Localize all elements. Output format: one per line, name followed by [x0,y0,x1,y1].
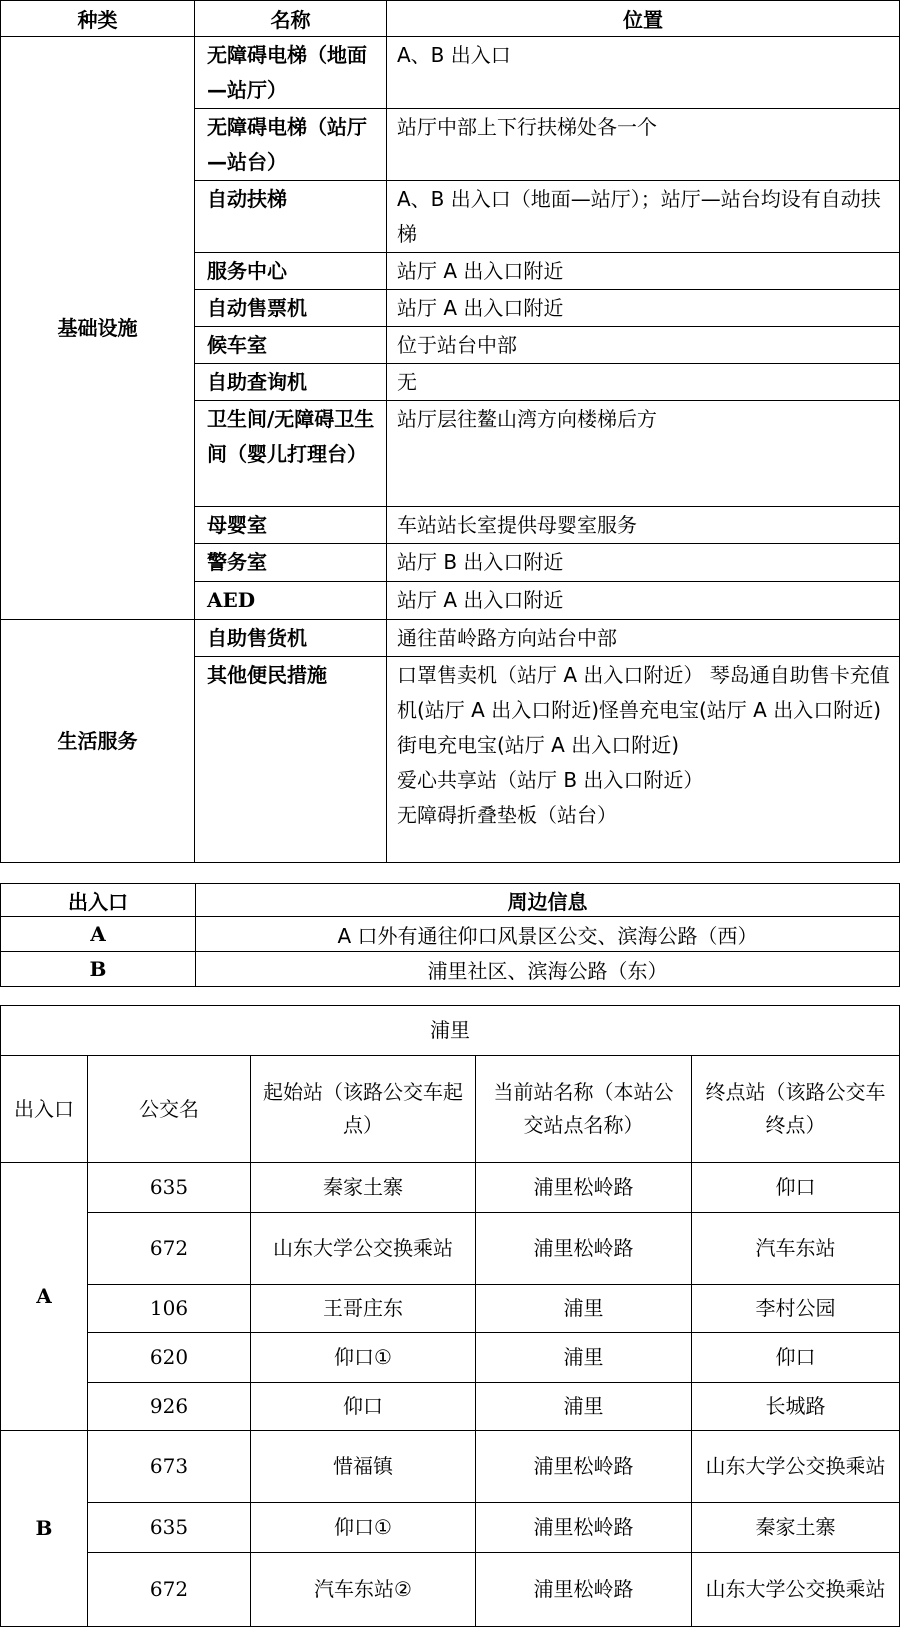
facility-name: 无障碍电梯（站厅—站台） [195,109,387,181]
exit-info: A 口外有通往仰口风景区公交、滨海公路（西） [196,917,900,952]
start-station: 仰口 [251,1383,476,1431]
current-station: 浦里松岭路 [476,1431,692,1503]
current-station: 浦里 [476,1333,692,1383]
location-line: 无障碍折叠垫板（站台） [397,803,617,827]
start-station: 汽车东站② [251,1553,476,1627]
bus-row [1,1285,900,1333]
facility-name: AED [195,582,387,620]
facility-location: 通往苗岭路方向站台中部 [387,620,900,657]
bus-title-row [1,1006,900,1056]
header-bus: 公交名 [88,1056,251,1163]
exits-header-row [1,884,900,917]
facility-location: 站厅 B 出入口附近 [387,544,900,582]
current-station: 浦里松岭路 [476,1553,692,1627]
header-exit: 出入口 [1,884,196,917]
facility-location: 站厅 A 出入口附近 [387,582,900,620]
header-start: 起始站（该路公交车起点） [251,1056,476,1163]
bus-row [1,1553,900,1627]
facility-name: 自动扶梯 [195,181,387,253]
facility-name: 无障碍电梯（地面—站厅） [195,37,387,109]
start-station: 仰口① [251,1503,476,1553]
header-location: 位置 [387,1,900,37]
bus-number: 106 [88,1285,251,1333]
end-station: 山东大学公交换乘站 [692,1553,900,1627]
end-station: 山东大学公交换乘站 [692,1431,900,1503]
location-line: 爱心共享站（站厅 B 出入口附近） [397,768,704,792]
start-station: 王哥庄东 [251,1285,476,1333]
facility-name: 候车室 [195,327,387,364]
facility-location: 站厅层往鳌山湾方向楼梯后方 [387,401,900,507]
facilities-header-row [1,1,900,37]
bus-row [1,1503,900,1553]
bus-table-title: 浦里 [1,1006,900,1056]
bus-number: 673 [88,1431,251,1503]
start-station: 秦家土寨 [251,1163,476,1213]
end-station: 李村公园 [692,1285,900,1333]
bus-row [1,1213,900,1285]
current-station: 浦里 [476,1383,692,1431]
facility-location: 站厅 A 出入口附近 [387,253,900,290]
current-station: 浦里松岭路 [476,1503,692,1553]
end-station: 秦家土寨 [692,1503,900,1553]
end-station: 汽车东站 [692,1213,900,1285]
facility-location: 无 [387,364,900,401]
facility-name: 自助售货机 [195,620,387,657]
bus-number: 620 [88,1333,251,1383]
facility-row [1,620,900,657]
current-station: 浦里松岭路 [476,1163,692,1213]
category-cell: 生活服务 [1,620,195,863]
exit-code: B [1,952,196,987]
facility-location: A、B 出入口 [387,37,900,109]
start-station: 仰口① [251,1333,476,1383]
current-station: 浦里 [476,1285,692,1333]
bus-number: 672 [88,1553,251,1627]
facility-location: 站厅中部上下行扶梯处各一个 [387,109,900,181]
category-cell: 基础设施 [1,37,195,620]
facility-location: 位于站台中部 [387,327,900,364]
exit-row [1,917,900,952]
facility-name: 警务室 [195,544,387,582]
bus-number: 635 [88,1163,251,1213]
end-station: 仰口 [692,1333,900,1383]
bus-number: 635 [88,1503,251,1553]
bus-row [1,1431,900,1503]
start-station: 山东大学公交换乘站 [251,1213,476,1285]
facility-name: 卫生间/无障碍卫生间（婴儿打理台） [195,401,387,507]
location-line: 口罩售卖机（站厅 A 出入口附近） 琴岛通自助售卡充值机(站厅 A 出入口附近)怪兽充电宝(站厅 A 出入口附近) 街电充电宝(站厅 A 出入口附近) [397,663,890,757]
end-station: 长城路 [692,1383,900,1431]
header-exit: 出入口 [1,1056,88,1163]
exits-table [0,883,900,987]
bus-header-row [1,1056,900,1163]
header-current: 当前站名称（本站公交站点名称） [476,1056,692,1163]
bus-table [0,1005,900,1627]
bus-row [1,1163,900,1213]
end-station: 仰口 [692,1163,900,1213]
facility-name: 自动售票机 [195,290,387,327]
exit-info: 浦里社区、滨海公路（东） [196,952,900,987]
bus-number: 926 [88,1383,251,1431]
current-station: 浦里松岭路 [476,1213,692,1285]
facility-name: 自助查询机 [195,364,387,401]
header-info: 周边信息 [196,884,900,917]
header-category: 种类 [1,1,195,37]
exit-row [1,952,900,987]
facility-location: A、B 出入口（地面—站厅）；站厅—站台均设有自动扶梯 [387,181,900,253]
facility-name: 母婴室 [195,507,387,544]
facility-name: 其他便民措施 [195,657,387,863]
facility-location: 站厅 A 出入口附近 [387,290,900,327]
header-end: 终点站（该路公交车终点） [692,1056,900,1163]
exit-group-cell: B [1,1431,88,1627]
facility-row [1,37,900,109]
header-name: 名称 [195,1,387,37]
bus-row [1,1333,900,1383]
exit-group-cell: A [1,1163,88,1431]
start-station: 惜福镇 [251,1431,476,1503]
facility-location [387,657,900,863]
bus-number: 672 [88,1213,251,1285]
bus-row [1,1383,900,1431]
exit-code: A [1,917,196,952]
facility-location: 车站站长室提供母婴室服务 [387,507,900,544]
facility-name: 服务中心 [195,253,387,290]
